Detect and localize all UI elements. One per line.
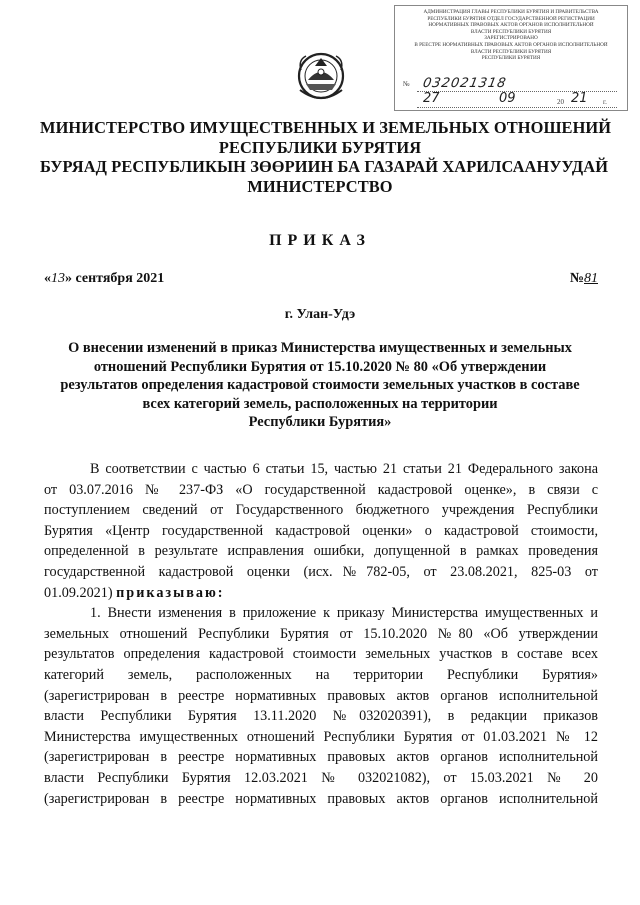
title-line: отношений Республики Бурятия от 15.10.2020 № 80 «Об утверждении [93, 358, 547, 375]
registration-stamp [394, 5, 628, 111]
body-line: власти Республики Бурятия 13.11.2020 №032020391), в редакции приказов [44, 708, 598, 725]
stamp-date-month: 09 [499, 91, 516, 106]
stamp-reg-prefix: № [403, 80, 410, 88]
stamp-line: АДМИНИСТРАЦИЯ ГЛАВЫ РЕСПУБЛИКИ БУРЯТИЯ И ПРАВИТЕЛЬСТВА [423, 9, 599, 15]
body-line: (зарегистрирован в реестре нормативных правовых актов органов исполнительной [44, 790, 598, 807]
title-line: всех категорий земель, расположенных на территории [142, 395, 498, 412]
body-line: В соответствии с частью 6 статьи 15, частью 21 статьи 21 Федерального закона [90, 461, 598, 477]
body-line: определенной в результате исправления ошибки, допущенной в рамках проведения [44, 543, 598, 560]
stamp-line: ВЛАСТИ РЕСПУБЛИКИ БУРЯТИЯ [470, 48, 552, 55]
stamp-line: ВЛАСТИ РЕСПУБЛИКИ БУРЯТИЯ [470, 28, 552, 35]
body-line: (зарегистрирован в реестре нормативных правовых актов органов исполнительной [44, 687, 598, 704]
number-sign: № [569, 271, 584, 286]
stamp-date-day: 27 [423, 91, 440, 106]
stamp-line: В РЕЕСТРЕ НОРМАТИВНЫХ ПРАВОВЫХ АКТОВ ОРГАНОВ ИСПОЛНИТЕЛЬНОЙ [414, 41, 608, 48]
body-line: категорий земель, расположенных на территории Республики Бурятия» [44, 666, 598, 683]
ministry-line: МИНИСТЕРСТВО [247, 176, 393, 196]
order-date [44, 271, 164, 287]
body-line: земельных отношений Республики Бурятия от 15.10.2020 №80 «Об утверждении [44, 625, 598, 642]
city: г. Улан-Удэ [284, 307, 356, 322]
stamp-line: ЗАРЕГИСТРИРОВАНО [484, 35, 538, 42]
ministry-line: БУРЯАД РЕСПУБЛИКЫН ЗӨӨРИИН БА ГАЗАРАЙ ХАРИЛСААНУУДАЙ [40, 157, 609, 176]
body-line: государственной кадастровой оценки (исх.№782-05, от 23.08.2021, 825-03 от [44, 563, 598, 580]
body-line: от 03.07.2016 № 237-ФЗ «О государственной кадастровой оценке», в связи с [44, 481, 598, 498]
title-line: О внесении изменений в приказ Министерства имущественных и земельных [68, 340, 572, 356]
stamp-line: НОРМАТИВНЫХ ПРАВОВЫХ АКТОВ ОРГАНОВ ИСПОЛНИТЕЛЬНОЙ [428, 22, 594, 29]
body-line: (зарегистрирован в реестре нормативных правовых актов органов исполнительной [44, 749, 598, 766]
stamp-registration-date [403, 91, 617, 108]
order-number [570, 271, 598, 287]
ministry-line: МИНИСТЕРСТВО ИМУЩЕСТВЕННЫХ И ЗЕМЕЛЬНЫХ ОТНОШЕНИЙ [40, 118, 612, 137]
title-line: Республики Бурятия» [248, 414, 392, 431]
body-line: 1. Внести изменения в приложение к приказу Министерства имущественных и [90, 605, 598, 622]
stamp-date-year-prefix: 20 [557, 98, 564, 106]
stamp-date-suffix: г. [603, 98, 607, 106]
order-title [40, 339, 600, 432]
body-line: Бурятия «Центр государственной кадастровой оценки» о кадастровой стоимости, [44, 522, 598, 539]
body-line: результатов определения кадастровой стоимости земельных участков в составе всех [44, 646, 598, 663]
body-line [44, 583, 598, 604]
command-word: приказываю: [116, 584, 225, 601]
date-day: 13 [51, 271, 65, 286]
order-heading: ПРИКАЗ [269, 232, 371, 249]
buryatia-emblem-icon [296, 50, 346, 102]
title-line: результатов определения кадастровой стоимости земельных участков в составе [60, 377, 580, 394]
date-rest: » сентября 2021 [65, 271, 165, 286]
stamp-line: РЕСПУБЛИКИ БУРЯТИЯ [481, 55, 541, 62]
body-line-date: 01.09.2021) [44, 584, 113, 601]
body-line: поступлением сведений от Государственного бюджетного учреждения Республики [44, 502, 598, 519]
stamp-reg-number: 032021318 [421, 76, 508, 91]
body-line: Министерства имущественных отношений Республики Бурятия от 01.03.2021 № 12 [44, 728, 598, 745]
stamp-line: РЕСПУБЛИКИ БУРЯТИЯ ОТДЕЛ ГОСУДАРСТВЕННОЙ РЕГИСТРАЦИИ [427, 15, 595, 22]
ministry-line: РЕСПУБЛИКИ БУРЯТИЯ [218, 137, 422, 157]
order-body [44, 459, 598, 809]
stamp-date-year: 21 [571, 91, 588, 106]
body-line: власти Республики Бурятия 12.03.2021 № 032021082), от 15.03.2021 № 20 [44, 769, 598, 786]
ministry-header [40, 118, 612, 196]
date-open-quote: « [44, 271, 51, 286]
number-value: 81 [584, 271, 598, 286]
